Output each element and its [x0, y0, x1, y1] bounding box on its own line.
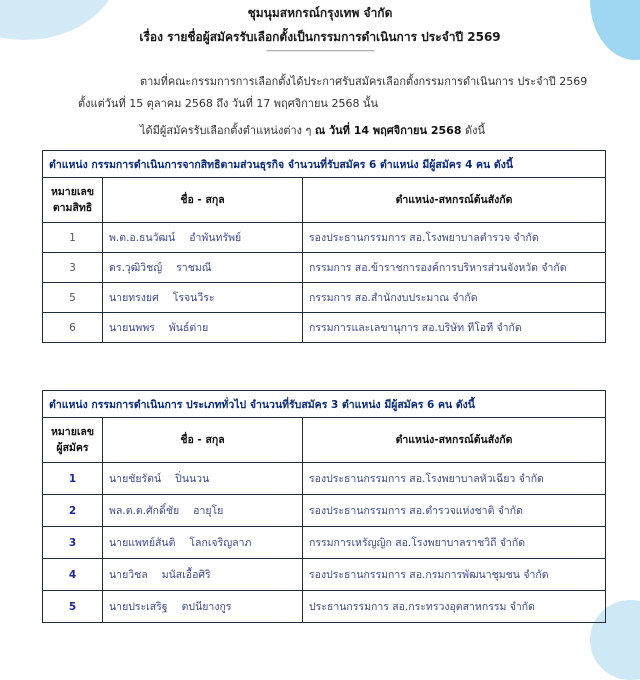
separator-line: ------------------------------------------------: [266, 46, 374, 56]
org-title: ชุมนุมสหกรณ์กรุงเทพ จำกัด: [247, 6, 393, 20]
column-header-row: [43, 178, 606, 223]
candidate-number: 1: [43, 223, 103, 253]
candidate-name: [103, 463, 303, 495]
column-header-position: ตำแหน่ง-สหกรณ์ต้นสังกัด: [303, 418, 606, 463]
first-name: ดร.วุฒิวิชญ์: [109, 262, 163, 274]
table-row: [43, 313, 606, 343]
column-header-number-line1: หมายเลข: [50, 426, 95, 438]
intro-date: ณ วันที่ 14 พฤศจิกายน 2568: [314, 124, 462, 137]
last-name: โลกเจริญลาภ: [189, 537, 252, 549]
table-row: [43, 591, 606, 623]
last-name: โรจนวีระ: [172, 292, 215, 304]
table-row: [43, 559, 606, 591]
candidate-number: 6: [43, 313, 103, 343]
intro-line-3: [140, 121, 485, 139]
column-header-number-line1: หมายเลข: [50, 186, 95, 198]
table-row: [43, 495, 606, 527]
section-heading-row: [43, 151, 606, 178]
first-name: นายวิชล: [109, 569, 148, 581]
table-row: [43, 463, 606, 495]
section-2-heading: ตำแหน่ง กรรมการดำเนินการ ประเภททั่วไป จำนวนที่รับสมัคร 3 ตำแหน่ง มีผู้สมัคร 6 คน ดังนี้: [43, 391, 606, 418]
candidate-number: 3: [43, 253, 103, 283]
first-name: นายทรงยศ: [109, 292, 159, 304]
intro-line-2: ตั้งแต่วันที่ 15 ตุลาคม 2568 ถึง วันที่ 17 พฤศจิกายน 2568 นั้น: [78, 97, 378, 110]
candidate-position: รองประธานกรรมการ สอ.ตำรวจแห่งชาติ จำกัด: [303, 495, 606, 527]
candidate-name: [103, 223, 303, 253]
first-name: นายนพพร: [109, 322, 155, 334]
intro-line-1: ตามที่คณะกรรมการการเลือกตั้งได้ประกาศรับสมัครเลือกตั้งกรรมการดำเนินการ ประจำปี 2569: [140, 75, 588, 88]
candidate-number: 3: [43, 527, 103, 559]
section-heading-row: [43, 391, 606, 418]
column-header-number: [43, 178, 103, 223]
last-name: ตปนียางกูร: [181, 601, 232, 613]
candidates-table-business: [42, 150, 606, 343]
column-header-name: ชื่อ - สกุล: [103, 178, 303, 223]
first-name: พล.ต.ต.ศักดิ์ชัย: [109, 505, 180, 517]
candidate-position: กรรมการและเลขานุการ สอ.บริษัท ทีโอที จำกัด: [303, 313, 606, 343]
column-header-position: ตำแหน่ง-สหกรณ์ต้นสังกัด: [303, 178, 606, 223]
table-row: [43, 283, 606, 313]
column-header-row: [43, 418, 606, 463]
column-header-number-line2: ตามสิทธิ: [52, 202, 93, 214]
table-row: [43, 223, 606, 253]
candidate-position: กรรมการ สอ.สำนักงบประมาณ จำกัด: [303, 283, 606, 313]
candidate-position: กรรมการเหรัญญิก สอ.โรงพยาบาลราชวิถี จำกัด: [303, 527, 606, 559]
candidate-name: [103, 253, 303, 283]
candidate-number: 5: [43, 591, 103, 623]
last-name: มนัสเอื้อศิริ: [161, 569, 211, 581]
table-row: [43, 253, 606, 283]
candidate-position: ประธานกรรมการ สอ.กระทรวงอุตสาหกรรม จำกัด: [303, 591, 606, 623]
column-header-number-line2: ผู้สมัคร: [56, 442, 89, 454]
candidate-number: 1: [43, 463, 103, 495]
candidate-number: 4: [43, 559, 103, 591]
intro-line-3-prefix: ได้มีผู้สมัครรับเลือกตั้งตำแหน่งต่าง ๆ: [140, 124, 312, 137]
first-name: นายแพทย์สันติ: [109, 537, 176, 549]
candidate-position: รองประธานกรรมการ สอ.กรมการพัฒนาชุมชน จำกัด: [303, 559, 606, 591]
intro-line-3-suffix: ดังนี้: [464, 124, 486, 137]
candidate-name: [103, 283, 303, 313]
section-1-heading: ตำแหน่ง กรรมการดำเนินการจากสิทธิตามส่วนธุรกิจ จำนวนที่รับสมัคร 6 ตำแหน่ง มีผู้สมัคร 4 คน ดังนี้: [43, 151, 606, 178]
last-name: อายุโย: [193, 505, 224, 517]
column-header-number: [43, 418, 103, 463]
first-name: พ.ต.อ.ธนวัฒน์: [109, 232, 176, 244]
candidates-table-general: [42, 390, 606, 623]
first-name: นายประเสริฐ: [109, 601, 168, 613]
candidate-name: [103, 313, 303, 343]
candidate-position: รองประธานกรรมการ สอ.โรงพยาบาลหัวเฉียว จำกัด: [303, 463, 606, 495]
candidate-position: รองประธานกรรมการ สอ.โรงพยาบาลตำรวจ จำกัด: [303, 223, 606, 253]
candidate-name: [103, 495, 303, 527]
column-header-name: ชื่อ - สกุล: [103, 418, 303, 463]
table-row: [43, 527, 606, 559]
candidate-name: [103, 591, 303, 623]
document-subject: เรื่อง รายชื่อผู้สมัครรับเลือกตั้งเป็นกรรมการดำเนินการ ประจำปี 2569: [139, 30, 501, 44]
last-name: อำพันทรัพย์: [189, 232, 242, 244]
candidate-number: 5: [43, 283, 103, 313]
last-name: ปิ่นนวน: [175, 473, 210, 485]
last-name: ราชมณี: [176, 262, 212, 274]
candidate-position: กรรมการ สอ.ข้าราชการองค์การบริหารส่วนจังหวัด จำกัด: [303, 253, 606, 283]
first-name: นายชัยรัตน์: [109, 473, 162, 485]
last-name: พันธ์ต่าย: [168, 322, 209, 334]
candidate-number: 2: [43, 495, 103, 527]
candidate-name: [103, 559, 303, 591]
candidate-name: [103, 527, 303, 559]
